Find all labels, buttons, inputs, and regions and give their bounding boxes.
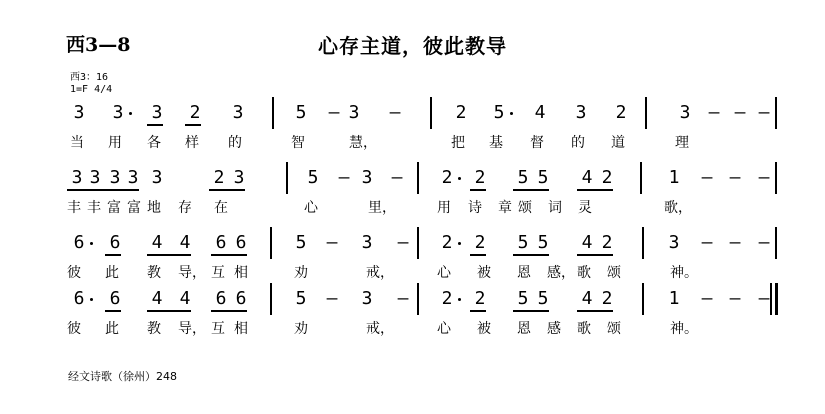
beam-underline bbox=[147, 310, 191, 312]
lyric-syllable: 诗 bbox=[468, 200, 482, 216]
beam-underline bbox=[513, 254, 549, 256]
beam-underline bbox=[147, 124, 163, 126]
sustain-dash: – bbox=[729, 232, 741, 253]
note: 5 bbox=[517, 167, 529, 188]
lyric-syllable: 用 bbox=[437, 200, 451, 216]
final-barline bbox=[775, 283, 778, 315]
sustain-dash: – bbox=[701, 288, 713, 309]
lyric-syllable: 理 bbox=[675, 135, 689, 151]
lyric-syllable: 互 bbox=[211, 321, 225, 337]
note: 6 bbox=[109, 232, 121, 253]
beam-underline bbox=[105, 310, 121, 312]
note: 3 bbox=[232, 102, 244, 123]
score-system-4 bbox=[0, 289, 825, 359]
beam-underline bbox=[470, 189, 486, 191]
sustain-dash: – bbox=[758, 167, 770, 188]
sustain-dash: – bbox=[389, 102, 401, 123]
sustain-dash: – bbox=[758, 102, 770, 123]
barline bbox=[642, 227, 644, 259]
lyric-syllable: 戒， bbox=[366, 321, 394, 337]
lyric-syllable: 颂 bbox=[607, 321, 621, 337]
score-system-2 bbox=[0, 168, 825, 238]
lyric-syllable: 恩 bbox=[517, 321, 531, 337]
beam-underline bbox=[211, 310, 247, 312]
lyric-syllable: 当 bbox=[70, 135, 84, 151]
barline bbox=[286, 162, 288, 194]
lyric-syllable: 富 bbox=[127, 200, 141, 216]
sustain-dash: – bbox=[758, 288, 770, 309]
augmentation-dot bbox=[458, 242, 461, 245]
lyric-syllable: 把 bbox=[451, 135, 465, 151]
note: 1 bbox=[668, 167, 680, 188]
lyric-syllable: 存 bbox=[178, 200, 192, 216]
note: 3 bbox=[109, 167, 121, 188]
note: 4 bbox=[581, 167, 593, 188]
barline bbox=[775, 162, 777, 194]
beam-underline bbox=[67, 189, 139, 191]
note: 4 bbox=[179, 288, 191, 309]
lyric-syllable: 用 bbox=[108, 135, 122, 151]
lyric-syllable: 丰 bbox=[87, 200, 101, 216]
lyric-syllable: 此 bbox=[105, 265, 119, 281]
note: 2 bbox=[474, 232, 486, 253]
lyric-syllable: 导， bbox=[178, 265, 206, 281]
sustain-dash: – bbox=[328, 102, 340, 123]
barline bbox=[270, 283, 272, 315]
beam-underline bbox=[470, 310, 486, 312]
note: 2 bbox=[474, 288, 486, 309]
note: 6 bbox=[215, 232, 227, 253]
sustain-dash: – bbox=[734, 102, 746, 123]
beam-underline bbox=[185, 124, 201, 126]
note: 3 bbox=[361, 288, 373, 309]
barline bbox=[775, 97, 777, 129]
note: 5 bbox=[493, 102, 505, 123]
beam-underline bbox=[577, 189, 613, 191]
lyric-syllable: 督 bbox=[530, 135, 544, 151]
note: 2 bbox=[601, 232, 613, 253]
beam-underline bbox=[577, 254, 613, 256]
barline bbox=[417, 227, 419, 259]
note: 3 bbox=[73, 102, 85, 123]
note: 3 bbox=[361, 232, 373, 253]
sustain-dash: – bbox=[729, 288, 741, 309]
note: 2 bbox=[441, 232, 453, 253]
beam-underline bbox=[513, 310, 549, 312]
lyric-syllable: 戒， bbox=[366, 265, 394, 281]
note: 3 bbox=[348, 102, 360, 123]
note: 2 bbox=[441, 167, 453, 188]
note: 5 bbox=[295, 232, 307, 253]
note: 3 bbox=[71, 167, 83, 188]
lyric-syllable: 智 bbox=[291, 135, 305, 151]
lyric-syllable: 此 bbox=[105, 321, 119, 337]
lyric-syllable: 心 bbox=[437, 321, 451, 337]
note: 6 bbox=[235, 232, 247, 253]
sustain-dash: – bbox=[397, 288, 409, 309]
lyric-syllable: 基 bbox=[489, 135, 503, 151]
beam-underline bbox=[470, 254, 486, 256]
sustain-dash: – bbox=[708, 102, 720, 123]
lyric-syllable: 慧， bbox=[349, 135, 377, 151]
note: 5 bbox=[537, 232, 549, 253]
lyric-syllable: 富 bbox=[107, 200, 121, 216]
sustain-dash: – bbox=[338, 167, 350, 188]
lyric-syllable: 神。 bbox=[670, 265, 698, 281]
lyric-syllable: 导， bbox=[178, 321, 206, 337]
lyric-syllable: 神。 bbox=[670, 321, 698, 337]
note: 2 bbox=[601, 288, 613, 309]
sustain-dash: – bbox=[326, 232, 338, 253]
note: 5 bbox=[295, 102, 307, 123]
note: 2 bbox=[474, 167, 486, 188]
barline bbox=[642, 283, 644, 315]
sustain-dash: – bbox=[701, 167, 713, 188]
key-time-signature: 1=F 4/4 bbox=[70, 84, 113, 95]
barline bbox=[775, 227, 777, 259]
lyric-syllable: 地 bbox=[147, 200, 161, 216]
lyric-syllable: 彼 bbox=[67, 265, 81, 281]
lyric-syllable: 丰 bbox=[67, 200, 81, 216]
lyric-syllable: 被 bbox=[477, 321, 491, 337]
lyric-syllable: 感， bbox=[547, 265, 575, 281]
scripture-reference: 西3：16 bbox=[70, 72, 109, 83]
lyric-syllable: 颂 bbox=[607, 265, 621, 281]
lyric-syllable: 被 bbox=[477, 265, 491, 281]
note: 6 bbox=[215, 288, 227, 309]
note: 3 bbox=[668, 232, 680, 253]
barline bbox=[417, 162, 419, 194]
note: 5 bbox=[517, 288, 529, 309]
note: 3 bbox=[361, 167, 373, 188]
note: 5 bbox=[295, 288, 307, 309]
augmentation-dot bbox=[458, 298, 461, 301]
note: 5 bbox=[307, 167, 319, 188]
lyric-syllable: 互 bbox=[211, 265, 225, 281]
note: 6 bbox=[109, 288, 121, 309]
augmentation-dot bbox=[510, 112, 513, 115]
note: 2 bbox=[615, 102, 627, 123]
note: 6 bbox=[73, 288, 85, 309]
lyric-syllable: 教 bbox=[147, 321, 161, 337]
lyric-syllable: 劝 bbox=[294, 321, 308, 337]
lyric-syllable: 颂 bbox=[518, 200, 532, 216]
lyric-syllable: 的 bbox=[571, 135, 585, 151]
sustain-dash: – bbox=[729, 167, 741, 188]
lyric-syllable: 歌 bbox=[577, 321, 591, 337]
sustain-dash: – bbox=[397, 232, 409, 253]
augmentation-dot bbox=[90, 242, 93, 245]
lyric-syllable: 词 bbox=[548, 200, 562, 216]
barline bbox=[645, 97, 647, 129]
beam-underline bbox=[147, 254, 191, 256]
note: 2 bbox=[455, 102, 467, 123]
score-system-1 bbox=[0, 103, 825, 173]
note: 3 bbox=[575, 102, 587, 123]
lyric-syllable: 在 bbox=[214, 200, 228, 216]
barline bbox=[417, 283, 419, 315]
note: 4 bbox=[581, 288, 593, 309]
lyric-syllable: 相 bbox=[234, 265, 248, 281]
lyric-syllable: 章 bbox=[498, 200, 512, 216]
note: 3 bbox=[679, 102, 691, 123]
note: 2 bbox=[601, 167, 613, 188]
lyric-syllable: 心 bbox=[304, 200, 318, 216]
sustain-dash: – bbox=[701, 232, 713, 253]
note: 5 bbox=[517, 232, 529, 253]
augmentation-dot bbox=[129, 112, 132, 115]
hymn-code: 西3—8 bbox=[66, 34, 131, 56]
lyric-syllable: 教 bbox=[147, 265, 161, 281]
sustain-dash: – bbox=[391, 167, 403, 188]
lyric-syllable: 里， bbox=[368, 200, 396, 216]
note: 4 bbox=[151, 232, 163, 253]
lyric-syllable: 相 bbox=[234, 321, 248, 337]
lyric-syllable: 感 bbox=[547, 321, 561, 337]
sustain-dash: – bbox=[326, 288, 338, 309]
note: 3 bbox=[112, 102, 124, 123]
lyric-syllable: 歌 bbox=[577, 265, 591, 281]
barline bbox=[430, 97, 432, 129]
beam-underline bbox=[209, 189, 245, 191]
note: 2 bbox=[441, 288, 453, 309]
barline bbox=[270, 227, 272, 259]
augmentation-dot bbox=[458, 177, 461, 180]
note: 5 bbox=[537, 167, 549, 188]
lyric-syllable: 歌， bbox=[664, 200, 692, 216]
note: 3 bbox=[151, 102, 163, 123]
note: 6 bbox=[73, 232, 85, 253]
lyric-syllable: 彼 bbox=[67, 321, 81, 337]
beam-underline bbox=[513, 189, 549, 191]
note: 3 bbox=[127, 167, 139, 188]
note: 3 bbox=[151, 167, 163, 188]
note: 1 bbox=[668, 288, 680, 309]
beam-underline bbox=[577, 310, 613, 312]
barline bbox=[272, 97, 274, 129]
note: 4 bbox=[179, 232, 191, 253]
note: 2 bbox=[213, 167, 225, 188]
augmentation-dot bbox=[90, 298, 93, 301]
lyric-syllable: 样 bbox=[185, 135, 199, 151]
note: 3 bbox=[233, 167, 245, 188]
note: 4 bbox=[581, 232, 593, 253]
note: 4 bbox=[151, 288, 163, 309]
hymn-title: 心存主道，彼此教导 bbox=[318, 34, 507, 58]
beam-underline bbox=[211, 254, 247, 256]
note: 2 bbox=[189, 102, 201, 123]
lyric-syllable: 恩 bbox=[517, 265, 531, 281]
note: 6 bbox=[235, 288, 247, 309]
lyric-syllable: 各 bbox=[147, 135, 161, 151]
beam-underline bbox=[105, 254, 121, 256]
lyric-syllable: 灵 bbox=[578, 200, 592, 216]
lyric-syllable: 劝 bbox=[294, 265, 308, 281]
note: 4 bbox=[534, 102, 546, 123]
lyric-syllable: 的 bbox=[228, 135, 242, 151]
lyric-syllable: 心 bbox=[437, 265, 451, 281]
barline bbox=[770, 283, 772, 315]
lyric-syllable: 道 bbox=[611, 135, 625, 151]
note: 3 bbox=[89, 167, 101, 188]
source-note: 经文诗歌（徐州）248 bbox=[68, 370, 177, 383]
note: 5 bbox=[537, 288, 549, 309]
barline bbox=[640, 162, 642, 194]
sustain-dash: – bbox=[758, 232, 770, 253]
